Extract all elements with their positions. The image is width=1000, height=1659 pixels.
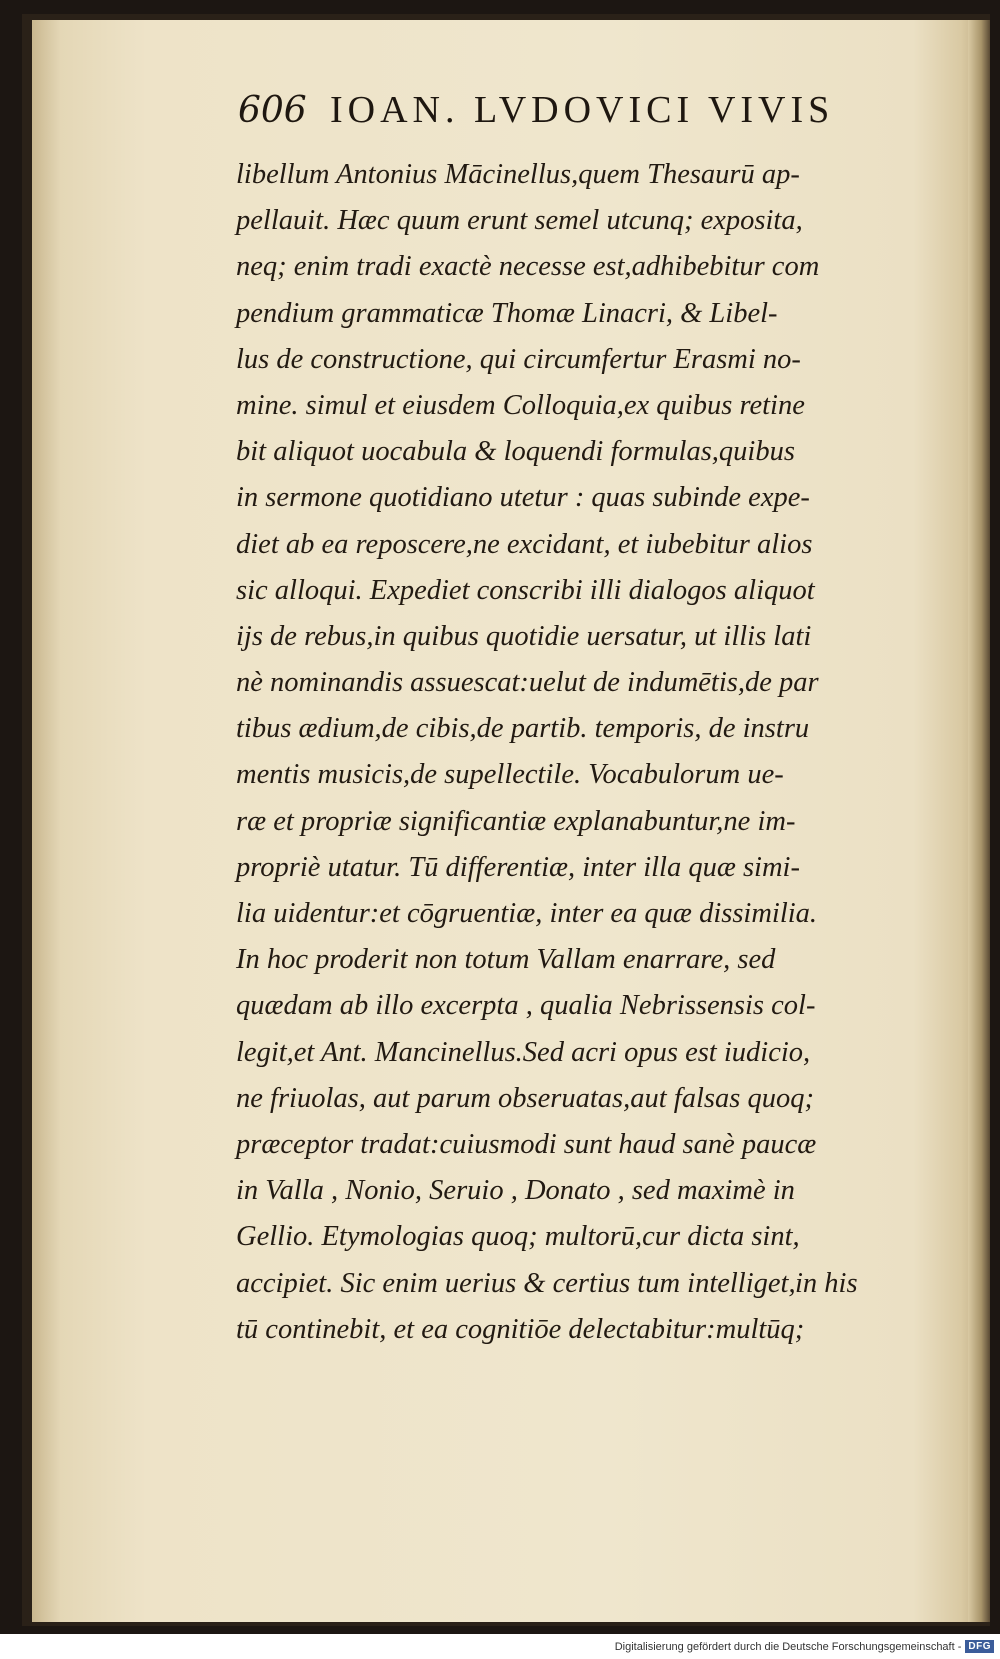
page-number: 606: [238, 90, 307, 131]
running-title: IOAN. LVDOVICI VIVIS: [330, 89, 835, 131]
text-line: bit aliquot uocabula & loquendi formulas,quibus: [236, 436, 795, 468]
text-line: in Valla , Nonio, Seruio , Donato , sed maximè in: [236, 1175, 795, 1207]
text-line: mine. simul et eiusdem Colloquia,ex quibus retine: [236, 389, 805, 421]
text-line: neq; enim tradi exactè necesse est,adhibebitur com: [236, 251, 820, 283]
text-line: in sermone quotidiano utetur : quas subinde expe-: [236, 482, 810, 514]
text-line: lus de constructione, qui circumfertur Erasmi no-: [236, 343, 801, 375]
text-line: mentis musicis,de supellectile. Vocabulorum ue-: [236, 759, 784, 791]
text-line: pendium grammaticæ Thomæ Linacri, & Libel-: [236, 297, 778, 329]
text-line: sic alloqui. Expediet conscribi illi dialogos aliquot: [236, 574, 815, 606]
catchword: in his: [795, 1268, 858, 1299]
text-line: ne friuolas, aut parum obseruatas,aut falsas quoq;: [236, 1082, 814, 1114]
text-line: tū continebit, et ea cognitiōe delectabitur:multūq;: [236, 1313, 805, 1345]
text-line: ræ et propriæ significantiæ explanabuntur,ne im-: [236, 805, 796, 837]
text-line: ijs de rebus,in quibus quotidie uersatur, ut illis lati: [236, 620, 812, 652]
text-line: præceptor tradat:cuiusmodi sunt haud sanè paucæ: [236, 1128, 817, 1160]
text-line: libellum Antonius Mācinellus,quem Thesaurū ap-: [236, 159, 800, 190]
text-line: In hoc proderit non totum Vallam enarrare, sed: [236, 944, 776, 976]
body-text: [236, 152, 886, 1353]
text-line: lia uidentur:et cōgruentiæ, inter ea quæ dissimilia.: [236, 898, 818, 929]
text-line: tibus ædium,de cibis,de partib. temporis, de instru: [236, 713, 810, 745]
text-line: nè nominandis assuescat:uelut de indumētis,de par: [236, 667, 819, 699]
text-line: legit,et Ant. Mancinellus.Sed acri opus est iudicio,: [236, 1036, 811, 1068]
text-line: diet ab ea reposcere,ne excidant, et iubebitur alios: [236, 528, 813, 560]
funding-credit: Digitalisierung gefördert durch die Deutsche Forschungsgemeinschaft -: [614, 1640, 962, 1653]
running-head: [238, 88, 878, 148]
digitization-footer: [0, 1634, 1000, 1659]
dfg-logo: DFG: [965, 1640, 994, 1653]
page-edge: [968, 20, 990, 1622]
text-line: Gellio. Etymologias quoq; multorū,cur dicta sint,: [236, 1221, 800, 1253]
text-line: quædam ab illo excerpta , qualia Nebrissensis col-: [236, 990, 816, 1022]
text-line: propriè utatur. Tū differentiæ, inter illa quæ simi-: [236, 851, 800, 883]
text-line: pellauit. Hæc quum erunt semel utcunq; exposita,: [236, 205, 803, 237]
text-line: accipiet. Sic enim uerius & certius tum intelliget,: [236, 1267, 796, 1299]
